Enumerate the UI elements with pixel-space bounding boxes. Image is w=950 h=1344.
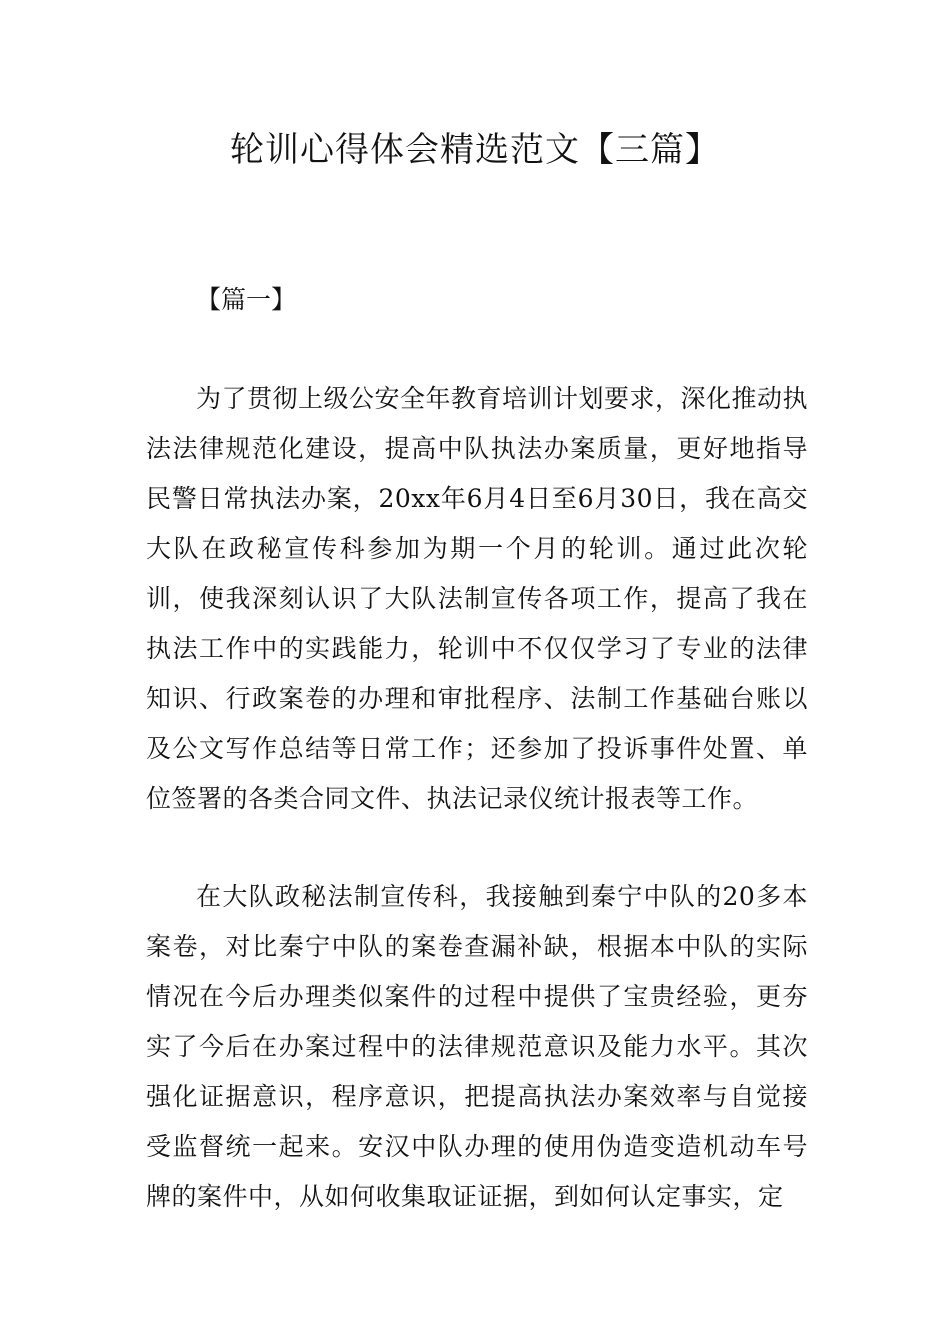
section-heading: 【篇一】 xyxy=(196,285,297,314)
paragraph-1: 为了贯彻上级公安全年教育培训计划要求，深化推动执法法律规范化建设，提高中队执法办案质量，更好地指导民警日常执法办案，20xx年6月4日至6月30日，我在高交大队在政秘宣传科参加为期一个月的轮训。通过此次轮训，使我深刻认识了大队法制宣传各项工作，提高了我在执法工作中的实践能力，轮训中不仅仅学习了专业的法律知识、行政案卷的办理和审批程序、法制工作基础台账以及公文写作总结等日常工作；还参加了投诉事件处置、单位签署的各类合同文件、执法记录仪统计报表等工作。 xyxy=(146,384,809,813)
document-title: 轮训心得体会精选范文【三篇】 xyxy=(230,130,720,170)
paragraph-2: 在大队政秘法制宣传科，我接触到秦宁中队的20多本案卷，对比秦宁中队的案卷查漏补缺，根据本中队的实际情况在今后办理类似案件的过程中提供了宝贵经验，更夯实了今后在办案过程中的法律规范意识及能力水平。其次强化证据意识，程序意识，把提高执法办案效率与自觉接受监督统一起来。安汉中队办理的使用伪造变造机动车号牌的案件中，从如何收集取证证据，到如何认定事实，定 xyxy=(146,882,808,1211)
